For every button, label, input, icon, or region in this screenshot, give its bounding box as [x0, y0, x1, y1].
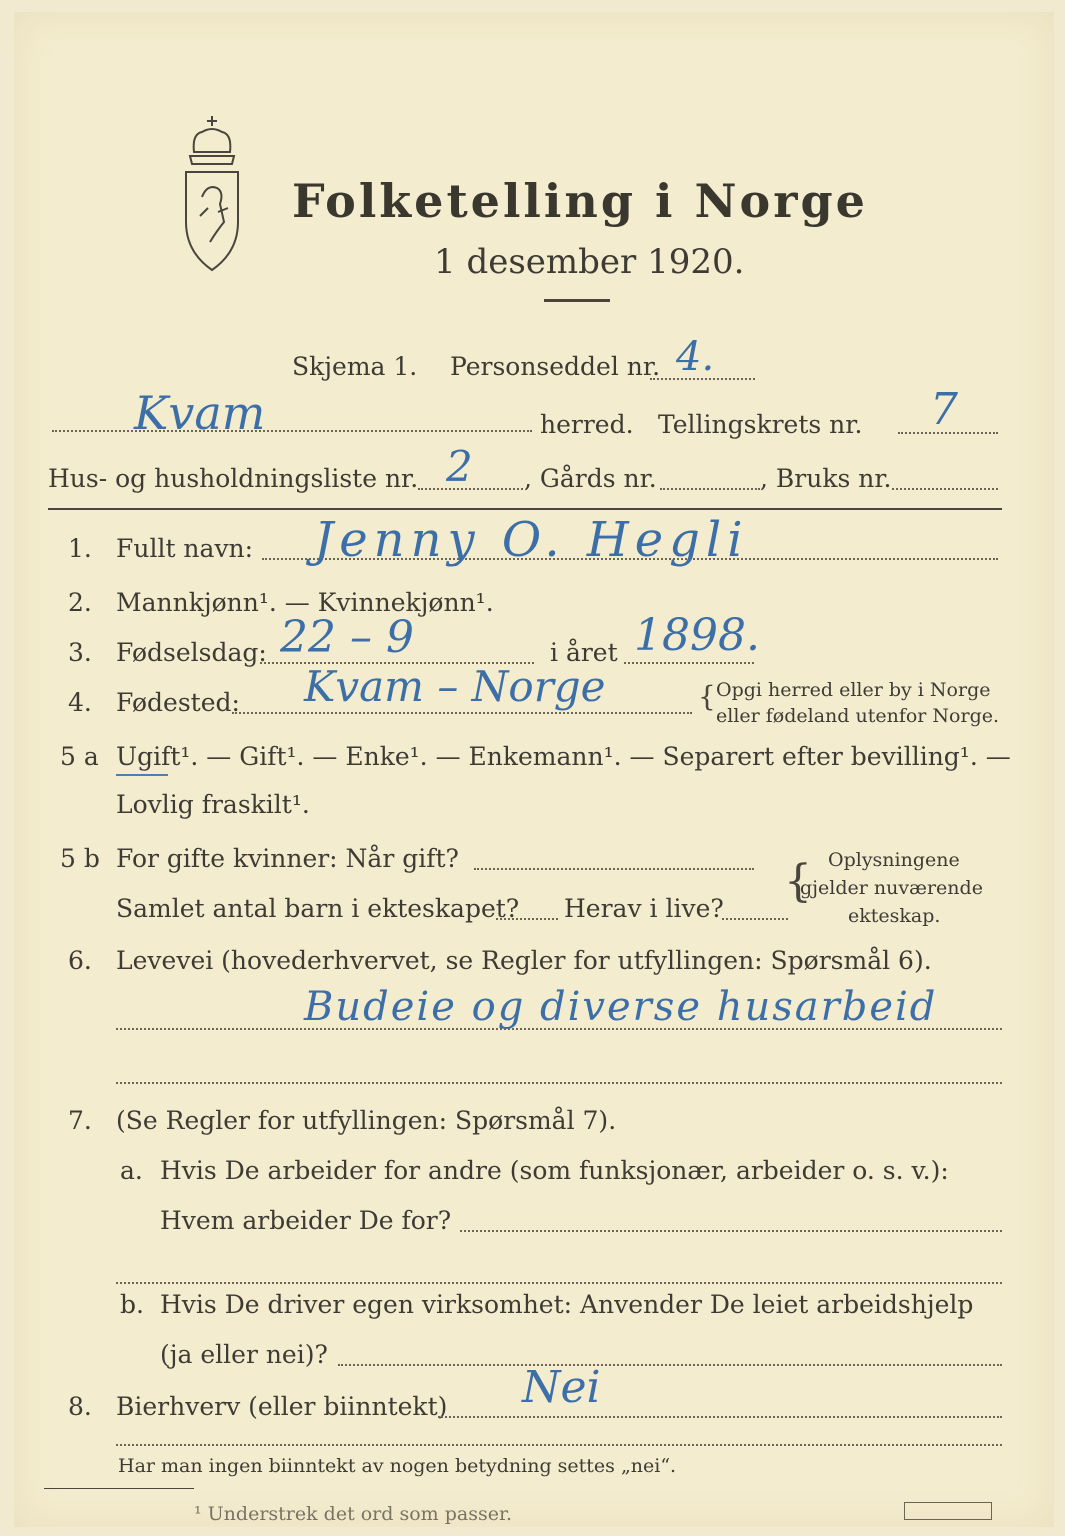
husliste-label: Hus- og husholdningsliste nr.	[48, 464, 419, 493]
q6-label: Levevei (hovederhvervet, se Regler for utfyllingen: Spørsmål 6).	[116, 946, 932, 975]
q5b-note-line1: Oplysningene	[828, 849, 960, 871]
q7b-label: Hvis De driver egen virksomhet: Anvender De leiet arbeidshjelp	[160, 1290, 974, 1319]
q3-year-value: 1898.	[634, 610, 760, 661]
q3-year-line	[624, 662, 754, 664]
q5b-ilive-label: Herav i live?	[564, 894, 724, 923]
gards-line	[660, 488, 760, 490]
gards-label: , Gårds nr.	[524, 464, 657, 493]
q2-label: Mannkjønn¹. — Kvinnekjønn¹.	[116, 588, 494, 617]
bruks-label: , Bruks nr.	[760, 464, 892, 493]
herred-label: herred.	[540, 410, 634, 439]
q5b-ilive-line	[722, 918, 788, 920]
q5a-number: 5 a	[60, 742, 99, 771]
personseddel-value: 4.	[676, 334, 715, 380]
q6-value: Budeie og diverse husarbeid	[304, 984, 938, 1030]
q6-line2	[116, 1082, 1002, 1084]
norway-coat-of-arms-icon	[172, 112, 252, 277]
q1-value: Jenny O. Hegli	[314, 512, 749, 568]
q5a-label-cont: Lovlig fraskilt¹.	[116, 790, 310, 819]
tellingskrets-value: 7	[930, 384, 958, 435]
form-title: Folketelling i Norge	[292, 174, 868, 228]
q5b-gift-line	[474, 868, 754, 870]
q8-line2	[116, 1444, 1002, 1446]
herred-value: Kvam	[134, 386, 266, 440]
q8-line	[438, 1416, 1002, 1418]
q4-note-line2: eller fødeland utenfor Norge.	[716, 705, 1000, 727]
q7-label: (Se Regler for utfyllingen: Spørsmål 7).	[116, 1106, 617, 1135]
q5b-label: For gifte kvinner: Når gift?	[116, 844, 459, 873]
q8-label: Bierhverv (eller biinntekt)	[116, 1392, 448, 1421]
q4-value: Kvam – Norge	[304, 662, 606, 711]
q6-line1	[116, 1028, 1002, 1030]
form-date: 1 desember 1920.	[434, 242, 745, 282]
q6-number: 6.	[68, 946, 92, 975]
q7b-line	[338, 1364, 1002, 1366]
q1-number: 1.	[68, 534, 92, 563]
q7a-line1	[460, 1230, 1002, 1232]
census-form	[14, 12, 1054, 1527]
q1-label: Fullt navn:	[116, 534, 254, 563]
q3-year-label: i året	[550, 638, 618, 667]
q7-number: 7.	[68, 1106, 92, 1135]
header-divider	[48, 508, 1002, 510]
q5b-number: 5 b	[60, 844, 100, 873]
skjema-label: Skjema 1.	[292, 352, 418, 381]
q5a-ugift-underline	[116, 774, 168, 776]
husliste-value: 2	[446, 442, 473, 491]
q8-value: Nei	[522, 1362, 601, 1413]
q4-brace: {	[698, 680, 716, 713]
footer-note: Har man ingen biinntekt av nogen betydning settes „nei“.	[118, 1455, 677, 1477]
q3-label: Fødselsdag:	[116, 638, 267, 667]
bruks-line	[892, 488, 998, 490]
printer-stamp	[904, 1502, 992, 1520]
q7a-line2	[116, 1282, 1002, 1284]
q5a-label: Ugift¹. — Gift¹. — Enke¹. — Enkemann¹. — Separert efter bevilling¹. —	[116, 742, 1011, 771]
tellingskrets-label: Tellingskrets nr.	[658, 410, 863, 439]
q5b-barn-line	[496, 918, 558, 920]
title-divider	[544, 299, 610, 302]
q3-number: 3.	[68, 638, 92, 667]
q4-label: Fødested:	[116, 688, 240, 717]
q7a-label-cont: Hvem arbeider De for?	[160, 1206, 452, 1235]
q7b-letter: b.	[120, 1290, 144, 1319]
q4-line	[232, 712, 692, 714]
q4-note-line1: Opgi herred eller by i Norge	[716, 679, 991, 701]
q7b-label-cont: (ja eller nei)?	[160, 1340, 328, 1369]
q5b-barn-label: Samlet antal barn i ekteskapet?	[116, 894, 520, 923]
q2-number: 2.	[68, 588, 92, 617]
q4-number: 4.	[68, 688, 92, 717]
q8-number: 8.	[68, 1392, 92, 1421]
herred-line	[52, 430, 532, 432]
q7a-label: Hvis De arbeider for andre (som funksjonær, arbeider o. s. v.):	[160, 1156, 949, 1185]
q5b-note-line3: ekteskap.	[848, 905, 941, 927]
footer-divider	[44, 1488, 194, 1489]
q5b-brace: {	[784, 856, 812, 907]
q3-day-value: 22 – 9	[280, 612, 414, 663]
personseddel-label: Personseddel nr.	[450, 352, 661, 381]
footer-cut-text: ¹ Understrek det ord som passer.	[194, 1503, 512, 1525]
q5b-note-line2: gjelder nuværende	[800, 877, 983, 899]
q7a-letter: a.	[120, 1156, 143, 1185]
